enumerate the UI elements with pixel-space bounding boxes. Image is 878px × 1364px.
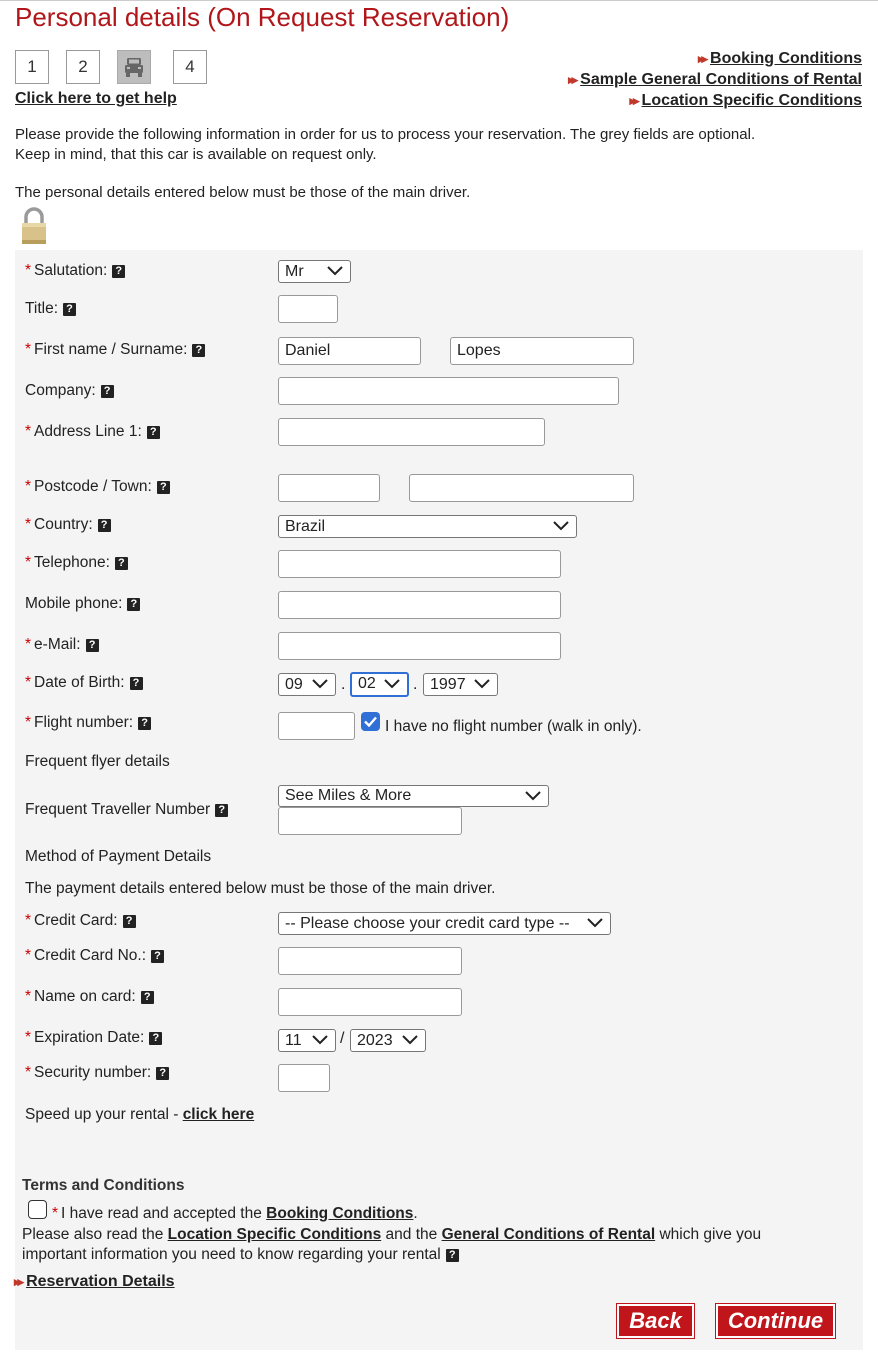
speedup-link[interactable]: click here — [182, 1106, 255, 1123]
help-icon[interactable]: ? — [63, 303, 76, 316]
step-4[interactable]: 4 — [173, 50, 207, 84]
terms-header: Terms and Conditions — [22, 1177, 185, 1194]
booking-conditions-link[interactable]: Booking Conditions — [710, 50, 862, 67]
title-input[interactable] — [278, 295, 338, 323]
accept-terms-checkbox[interactable] — [28, 1200, 47, 1219]
town-input[interactable] — [409, 474, 634, 502]
double-arrow-icon: ▸▸ — [629, 93, 637, 108]
speedup-row: Speed up your rental - click here — [25, 1106, 255, 1123]
chevron-down-icon — [586, 917, 604, 929]
chevron-down-icon — [311, 678, 329, 690]
help-icon[interactable]: ? — [156, 1067, 169, 1080]
page-title: Personal details (On Request Reservation) — [15, 2, 510, 32]
help-link[interactable]: Click here to get help — [15, 90, 177, 107]
credit-card-type-select[interactable]: -- Please choose your credit card type -- — [278, 912, 611, 935]
chevron-down-icon — [473, 678, 491, 690]
ff-header: Frequent flyer details — [25, 753, 170, 770]
double-arrow-icon: ▸▸ — [568, 72, 576, 87]
payment-note: The payment details entered below must be those of the main driver. — [25, 880, 496, 897]
postcode-town-label: * Postcode / Town: ? — [25, 478, 170, 496]
lock-icon — [20, 207, 48, 245]
telephone-label: * Telephone: ? — [25, 554, 128, 572]
country-label: * Country: ? — [25, 516, 111, 534]
step-2[interactable]: 2 — [66, 50, 100, 84]
back-button[interactable]: Back — [617, 1304, 694, 1338]
expiry-year-select[interactable]: 2023 — [350, 1029, 426, 1052]
address-label: * Address Line 1: ? — [25, 423, 160, 441]
expiration-label: * Expiration Date: ? — [25, 1029, 162, 1047]
help-icon[interactable]: ? — [141, 991, 154, 1004]
flight-label: * Flight number: ? — [25, 714, 151, 732]
chevron-down-icon — [311, 1034, 329, 1046]
double-arrow-icon: ▸▸ — [697, 51, 706, 66]
surname-input[interactable]: Lopes — [450, 337, 634, 365]
help-icon[interactable]: ? — [157, 481, 170, 494]
expiry-separator: / — [340, 1030, 345, 1047]
email-label: * e-Mail: ? — [25, 636, 99, 654]
no-flight-checkbox[interactable] — [361, 712, 380, 731]
security-label: * Security number: ? — [25, 1064, 169, 1082]
expiry-month-select[interactable]: 11 — [278, 1029, 336, 1052]
postcode-input[interactable] — [278, 474, 380, 502]
terms-booking-conditions-link[interactable]: Booking Conditions — [266, 1205, 414, 1222]
help-icon[interactable]: ? — [130, 677, 143, 690]
ff-number-input[interactable] — [278, 807, 462, 835]
company-label: Company: ? — [25, 382, 114, 400]
dob-day-select[interactable]: 09 — [278, 673, 336, 696]
chevron-down-icon — [552, 520, 570, 532]
help-icon[interactable]: ? — [115, 557, 128, 570]
intro-text-1: Please provide the following information in order for us to process your reservation. The grey fields are optional. — [15, 126, 756, 143]
help-icon[interactable]: ? — [192, 344, 205, 357]
name-on-card-label: * Name on card: ? — [25, 988, 154, 1006]
double-arrow-icon: ▸▸ — [14, 1274, 22, 1289]
intro-text-3: The personal details entered below must be those of the main driver. — [15, 184, 471, 201]
country-select[interactable]: Brazil — [278, 515, 577, 538]
help-icon[interactable]: ? — [98, 519, 111, 532]
date-separator: . — [413, 676, 418, 693]
dob-year-select[interactable]: 1997 — [423, 673, 498, 696]
help-icon[interactable]: ? — [147, 426, 160, 439]
card-number-input[interactable] — [278, 947, 462, 975]
checkmark-icon — [361, 712, 380, 731]
terms-general-conditions-link[interactable]: General Conditions of Rental — [441, 1226, 656, 1243]
help-icon[interactable]: ? — [101, 385, 114, 398]
dob-label: * Date of Birth: ? — [25, 674, 143, 692]
help-icon[interactable]: ? — [123, 915, 136, 928]
address-line1-input[interactable] — [278, 418, 545, 446]
telephone-input[interactable] — [278, 550, 561, 578]
car-icon — [122, 56, 146, 78]
salutation-label: * Salutation: ? — [25, 262, 125, 280]
name-on-card-input[interactable] — [278, 988, 462, 1016]
chevron-down-icon — [326, 265, 344, 277]
location-specific-conditions-link[interactable]: Location Specific Conditions — [641, 92, 862, 109]
credit-card-label: * Credit Card: ? — [25, 912, 136, 930]
sample-general-conditions-link[interactable]: Sample General Conditions of Rental — [580, 71, 862, 88]
also-read-text: Please also read the Location Specific Conditions and the General Conditions of Rental which give you — [22, 1226, 762, 1243]
chevron-down-icon — [401, 1034, 419, 1046]
security-number-input[interactable] — [278, 1064, 330, 1092]
continue-button[interactable]: Continue — [716, 1304, 835, 1338]
help-icon[interactable]: ? — [86, 639, 99, 652]
help-icon[interactable]: ? — [127, 598, 140, 611]
first-name-input[interactable]: Daniel — [278, 337, 421, 365]
step-3-car — [117, 50, 151, 84]
flight-number-input[interactable] — [278, 712, 355, 740]
mobile-input[interactable] — [278, 591, 561, 619]
name-label: * First name / Surname: ? — [25, 341, 205, 359]
mobile-label: Mobile phone: ? — [25, 595, 140, 613]
help-icon[interactable]: ? — [151, 950, 164, 963]
terms-location-specific-link[interactable]: Location Specific Conditions — [167, 1226, 382, 1243]
help-icon[interactable]: ? — [138, 717, 151, 730]
intro-text-2: Keep in mind, that this car is available on request only. — [15, 146, 377, 163]
date-separator: . — [341, 676, 346, 693]
no-flight-label: I have no flight number (walk in only). — [385, 718, 642, 735]
ff-label: Frequent Traveller Number ? — [25, 801, 228, 819]
payment-header: Method of Payment Details — [25, 848, 212, 865]
reservation-details-link[interactable]: Reservation Details — [26, 1273, 175, 1290]
dob-month-select[interactable]: 02 — [350, 672, 409, 697]
also-read-text-line2: important information you need to know regarding your rental ? — [22, 1246, 459, 1264]
step-1[interactable]: 1 — [15, 50, 49, 84]
chevron-down-icon — [383, 678, 401, 690]
help-icon[interactable]: ? — [149, 1032, 162, 1045]
help-icon[interactable]: ? — [215, 804, 228, 817]
title-label: Title: ? — [25, 300, 76, 318]
chevron-down-icon — [524, 790, 542, 802]
help-icon[interactable]: ? — [112, 265, 125, 278]
accept-terms-text: * I have read and accepted the Booking Conditions. — [52, 1205, 418, 1222]
salutation-select[interactable]: Mr — [278, 260, 351, 283]
ff-program-select[interactable]: See Miles & More — [278, 785, 549, 807]
company-input[interactable] — [278, 377, 619, 405]
card-number-label: * Credit Card No.: ? — [25, 947, 164, 965]
email-input[interactable] — [278, 632, 561, 660]
help-icon[interactable]: ? — [446, 1249, 459, 1262]
